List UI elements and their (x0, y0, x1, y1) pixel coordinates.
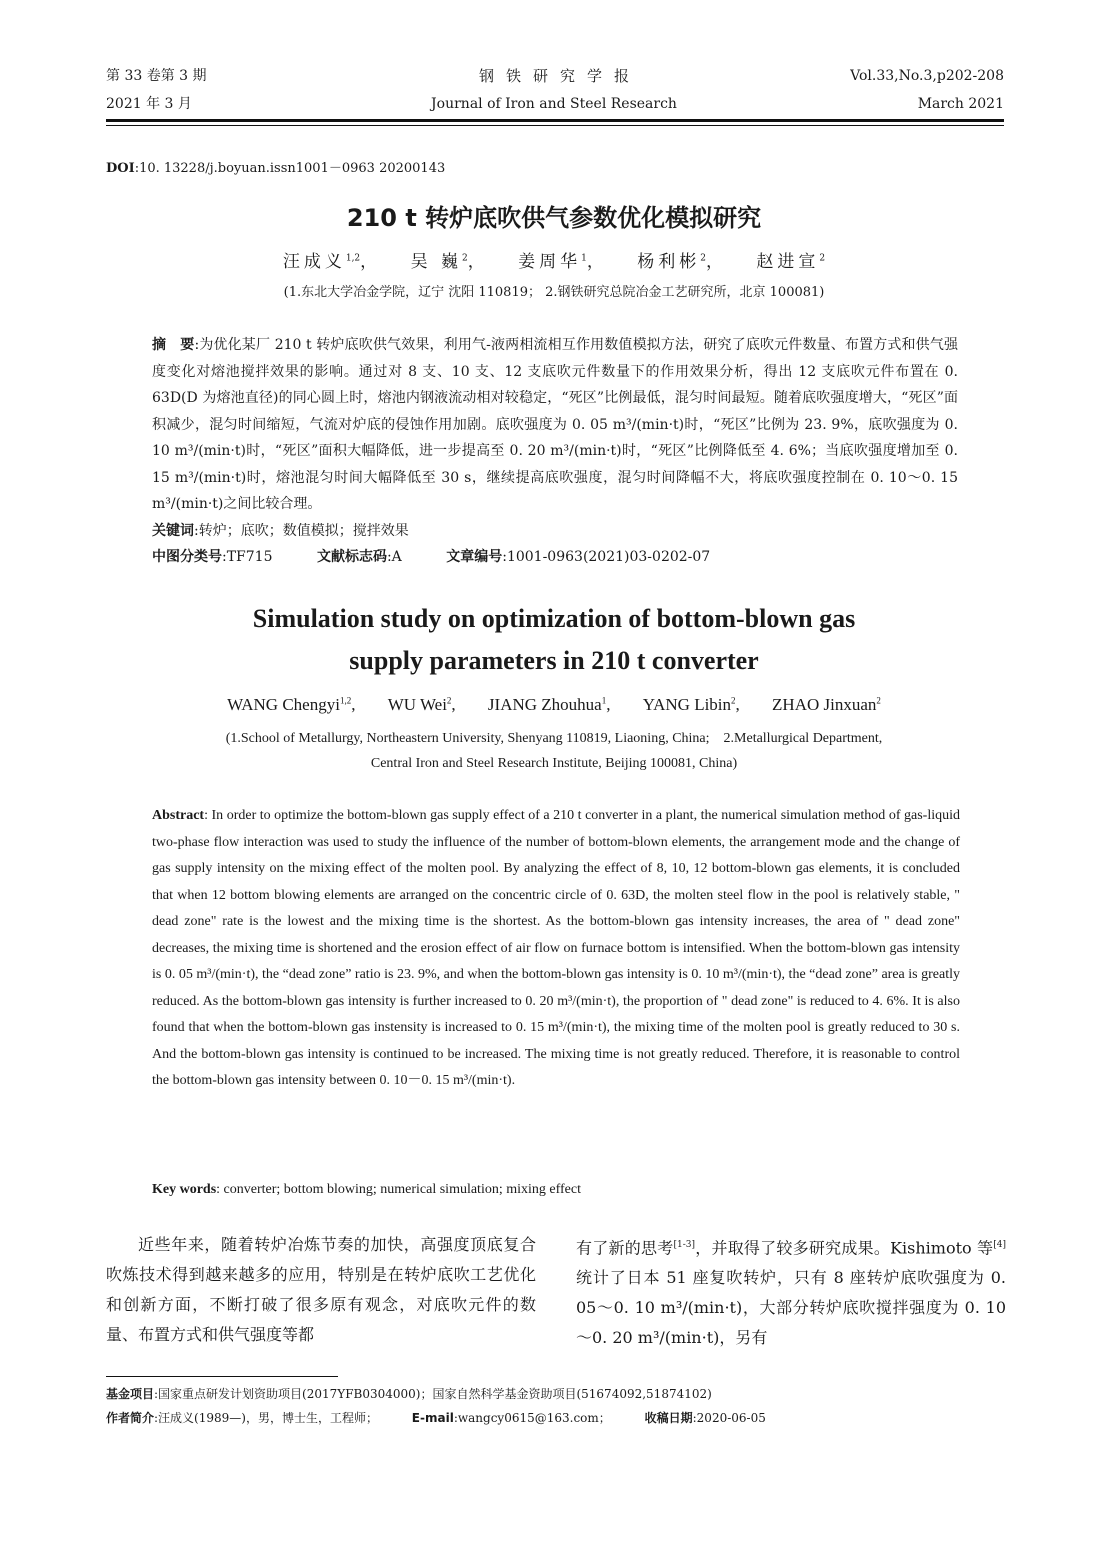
footnote-fund: 基金项目:国家重点研发计划资助项目(2017YFB0304000)；国家自然科学基金资助项目(51674092,51874102) (106, 1387, 712, 1401)
affiliation-cn: (1.东北大学冶金学院，辽宁 沈阳 110819； 2.钢铁研究总院冶金工艺研究所，北京 100081) (283, 285, 825, 300)
author-bio: 作者简介:汪成义(1989—)，男，博士生，工程师； (106, 1411, 378, 1425)
received-date: 收稿日期:2020-06-05 (644, 1411, 766, 1425)
keywords-en-text: : converter; bottom blowing; numerical simulation; mixing effect (216, 1182, 581, 1197)
header-volume-cn: 第 33 卷第 3 期 (106, 68, 207, 84)
author-email: E-mail:wangcy0615@163.com； (411, 1411, 611, 1425)
header-volume-en: Vol.33,No.3,p202-208 (850, 68, 1004, 84)
title-en (0, 598, 1108, 682)
author-cn: 姜周华$^1$， (518, 252, 608, 272)
affiliation-en (120, 726, 988, 776)
affiliation-en-line1: (1.School of Metallurgy, Northeastern University, Shenyang 110819, Liaoning, China; 2.Metallurgical Department, (225, 731, 883, 746)
authors-cn (0, 247, 1108, 272)
keywords-en (152, 1177, 960, 1203)
citation-ref: [1-3] (673, 1240, 695, 1250)
keywords-en-label: Key words (152, 1182, 217, 1197)
author-en: WU Wei$^2$, (387, 695, 456, 714)
author-en: YANG Libin$^2$, (642, 695, 740, 714)
clc-number: 中图分类号:TF715 (152, 549, 273, 565)
authors-en (0, 695, 1108, 715)
title-cn: 210 t 转炉底吹供气参数优化模拟研究 (346, 204, 762, 232)
footnote-rule (106, 1376, 338, 1377)
keywords-cn-label: 关键词 (152, 523, 194, 539)
journal-name-cn: 钢铁研究学报 (478, 67, 641, 85)
author-cn: 杨利彬$^2$， (637, 252, 727, 272)
abstract-en (152, 803, 960, 1095)
header-rule-thick (106, 119, 1004, 122)
abstract-cn (152, 332, 958, 518)
author-en: JIANG Zhouhua$^1$, (487, 695, 611, 714)
footnote-author (106, 1407, 1006, 1429)
abstract-cn-text: :为优化某厂 210 t 转炉底吹供气效果，利用气-液两相流相互作用数值模拟方法，研究了底吹元件数量、布置方式和供气强度变化对熔池搅拌效果的影响。通过对 8 支、10 支、12 支底吹元件数量下的作用效果分析，得出 12 支底吹元件布置在 0. 63D(D 为熔池直径)的同心圆上时，熔池内钢液流动相对较稳定，“死区”比例最低，混匀时间最短。随着底吹强度增大，“死区”面积减少，混匀时间缩短，气流对炉底的侵蚀作用加剧。底吹强度为 0. 05 m³/(min·t)时，“死区”比例为 23. 9%，底吹强度为 0. 10 m³/(min·t)时，“死区”面积大幅降低，进一步提高至 0. 20 m³/(min·t)时，“死区”比例降低至 4. 6%；当底吹强度增加至 0. 15 m³/(min·t)时，熔池混匀时间大幅降低至 30 s，继续提高底吹强度，混匀时间降幅不大，将底吹强度控制在 0. 10～0. 15 m³/(min·t)之间比较合理。 (152, 337, 958, 512)
journal-name-en: Journal of Iron and Steel Research (431, 96, 677, 112)
document-code: 文献标志码:A (316, 549, 402, 565)
header-citation (850, 62, 1004, 118)
author-cn: 吴 巍$^2$， (410, 252, 489, 272)
doi-line (106, 157, 445, 176)
author-en: WANG Chengyi$^{1,2}$, (227, 695, 356, 714)
header-date-en: March 2021 (917, 96, 1004, 112)
abstract-en-text: : In order to optimize the bottom-blown gas supply effect of a 210 t converter in a plant, the numerical simulation method of gas-liquid two-phase flow interaction was used to study the influence of the number of bottom-blown elements, the arrangement mode and the change of gas supply intensity on the mixing effect of the molten pool. By analyzing the effect of 8, 10, 12 bottom-blown gas elements, it is concluded that when 12 bottom blowing elements are arranged on the concentric circle of 0. 63D, the molten steel flow in the pool is relatively stable, " dead zone" rate is the lowest and the mixing time is the shortest. As the bottom-blown gas intensity increases, the area of " dead zone" decreases, the mixing time is shortened and the erosion effect of air flow on furnace bottom is intensified. When the bottom-blown gas intensity is 0. 05 m³/(min·t), the “dead zone” ratio is 23. 9%, and when the bottom-blown gas intensity is 0. 10 m³/(min·t), the “dead zone” area is greatly reduced. As the bottom-blown gas intensity is further increased to 0. 20 m³/(min·t), the proportion of " dead zone" is reduced to 4. 6%. It is also found that when the bottom-blown gas instensity is increased to 0. 15 m³/(min·t), the mixing time of the molten pool is greatly reduced to 30 s. And the bottom-blown gas intensity is continued to be increased. The mixing time is not greatly reduced. Therefore, it is reasonable to control the bottom-blown gas intensity between 0. 10－0. 15 m³/(min·t). (152, 808, 960, 1088)
header-rule-thin (106, 125, 1004, 126)
doi-label: DOI (106, 161, 135, 176)
keywords-cn-text: :转炉；底吹；数值模拟；搅拌效果 (194, 523, 409, 539)
abstract-en-label: Abstract (152, 808, 205, 823)
classification-cn (152, 544, 958, 570)
title-en-line2: supply parameters in 210 t converter (349, 646, 759, 675)
citation-ref: [4] (993, 1240, 1006, 1250)
article-id: 文章编号:1001-0963(2021)03-0202-07 (446, 549, 711, 565)
keywords-cn (152, 518, 958, 544)
author-cn: 赵进宣$^2$ (756, 252, 826, 272)
body-column-left: 近些年来，随着转炉冶炼节奏的加快，高强度顶底复合吹炼技术得到越来越多的应用，特别是在转炉底吹工艺优化和创新方面，不断打破了很多原有观念，对底吹元件的数量、布置方式和供气强度等都 (106, 1235, 536, 1344)
body-column-right: 有了新的思考[1-3]，并取得了较多研究成果。Kishimoto 等[4]统计了日本 51 座复吹转炉，只有 8 座转炉底吹强度为 0. 05～0. 10 m³/(min·t)，大部分转炉底吹搅拌强度为 0. 10～0. 20 m³/(min·t)，另有 (576, 1238, 1006, 1348)
author-cn: 汪成义$^{1,2}$， (282, 252, 382, 272)
abstract-cn-label: 摘 要 (152, 337, 195, 353)
affiliation-en-line2: Central Iron and Steel Research Institute, Beijing 100081, China) (370, 756, 738, 771)
header-date-cn: 2021 年 3 月 (106, 96, 192, 112)
title-en-line1: Simulation study on optimization of bottom-blown gas (252, 604, 856, 633)
doi-value: :10. 13228/j.boyuan.issn1001－0963 20200143 (134, 161, 446, 176)
author-en: ZHAO Jinxuan$^2$ (772, 695, 881, 714)
